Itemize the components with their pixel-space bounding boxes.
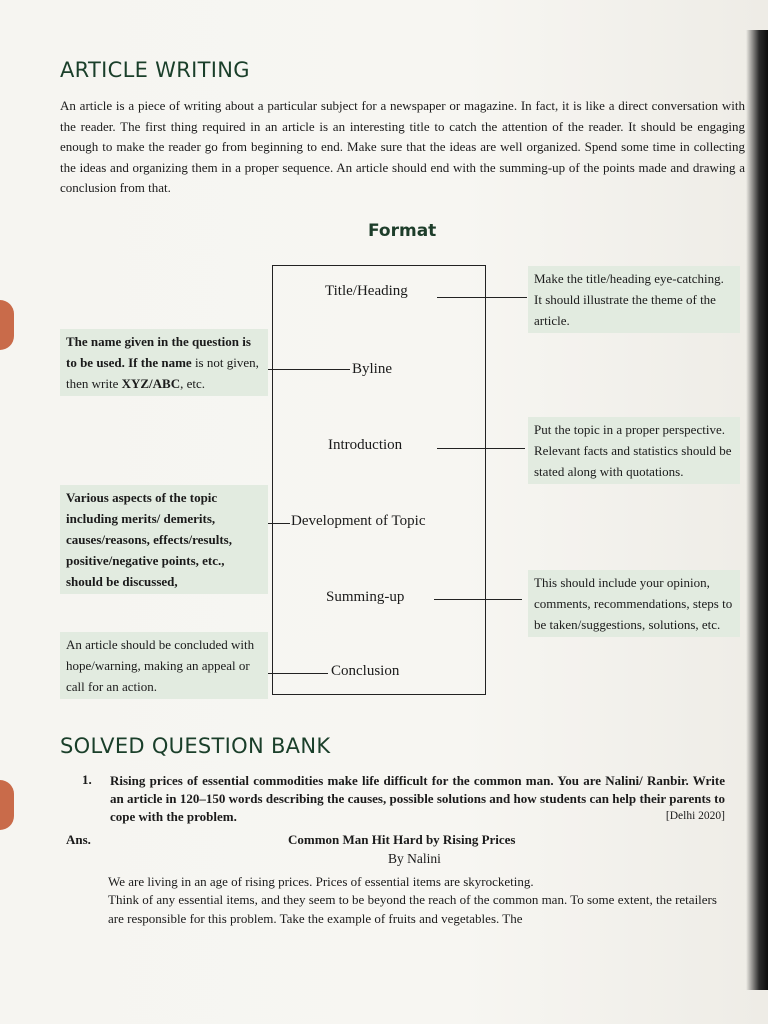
answer-byline: By Nalini: [388, 851, 441, 866]
note-byline-part1: The name given in the question is to be used. If the: [66, 334, 251, 370]
connector-summing-up: [434, 599, 522, 600]
finger-top: [0, 300, 14, 350]
node-introduction: Introduction: [328, 437, 403, 453]
note-development: Various aspects of the topic including merits/ demerits, causes/reasons, effects/results, positive/negative points, etc., should be discussed,: [60, 485, 268, 594]
connector-byline: [262, 369, 350, 370]
answer-paragraph-1: We are living in an age of rising prices. Prices of essential items are skyrocketing.: [108, 874, 534, 889]
answer-title: Common Man Hit Hard by Rising Prices: [288, 832, 516, 847]
answer-label: Ans.: [66, 832, 91, 847]
connector-introduction: [437, 448, 525, 449]
question-text: Rising prices of essential commodities make life difficult for the common man. You are Nalini/ Ranbir. Write an article in 120–150 words describing the causes, possible solutions and how students can help their parents to cope with the problem.: [110, 773, 725, 824]
note-summing-up: This should include your opinion, comments, recommendations, steps to be taken/suggestions, solutions, etc.: [528, 570, 740, 637]
node-conclusion: Conclusion: [331, 663, 400, 679]
note-byline-part2: is not given, then write: [66, 355, 259, 391]
node-development: Development of Topic: [291, 513, 426, 529]
node-summing-up: Summing-up: [326, 589, 405, 605]
format-heading: Format: [368, 221, 437, 241]
note-byline-etc: , etc.: [180, 376, 206, 391]
connector-conclusion: [262, 673, 328, 674]
answer-paragraph-2: Think of any essential items, and they seem to be beyond the reach of the common man. To some extent, the retailers are responsible for this problem. Take the example of fruits and vegetables. The: [108, 892, 717, 926]
connector-title: [437, 297, 527, 298]
node-title-heading: Title/Heading: [325, 283, 408, 299]
note-title: Make the title/heading eye-catching. It should illustrate the theme of the article.: [528, 266, 740, 333]
node-byline: Byline: [352, 361, 392, 377]
section-title: ARTICLE WRITING: [60, 58, 250, 82]
format-frame: [272, 265, 486, 695]
question-number: 1.: [82, 772, 92, 787]
intro-paragraph: An article is a piece of writing about a particular subject for a newspaper or magazine. In fact, it is like a direct conversation with the reader. The first thing required in an article is an interesting title to catch the attention of the reader. It should be engaging enough to make the reader go from beginning to end. Make sure that the ideas are well organized. Spend some time in collecting the ideas and organizing them in a proper sequence. An article should end with the summing-up of the points made and drawing a conclusion from that.: [60, 98, 745, 196]
page-edge-shadow: [746, 30, 768, 990]
note-byline: [60, 329, 268, 396]
question-bank-heading: SOLVED QUESTION BANK: [60, 734, 331, 758]
finger-bottom: [0, 780, 14, 830]
note-byline-name: name: [161, 355, 192, 370]
question-source: [Delhi 2020]: [665, 810, 725, 822]
note-byline-xyz: XYZ/ABC: [121, 376, 181, 391]
note-conclusion: An article should be concluded with hope/warning, making an appeal or call for an action.: [60, 632, 268, 699]
note-introduction: Put the topic in a proper perspective. Relevant facts and statistics should be stated along with quotations.: [528, 417, 740, 484]
